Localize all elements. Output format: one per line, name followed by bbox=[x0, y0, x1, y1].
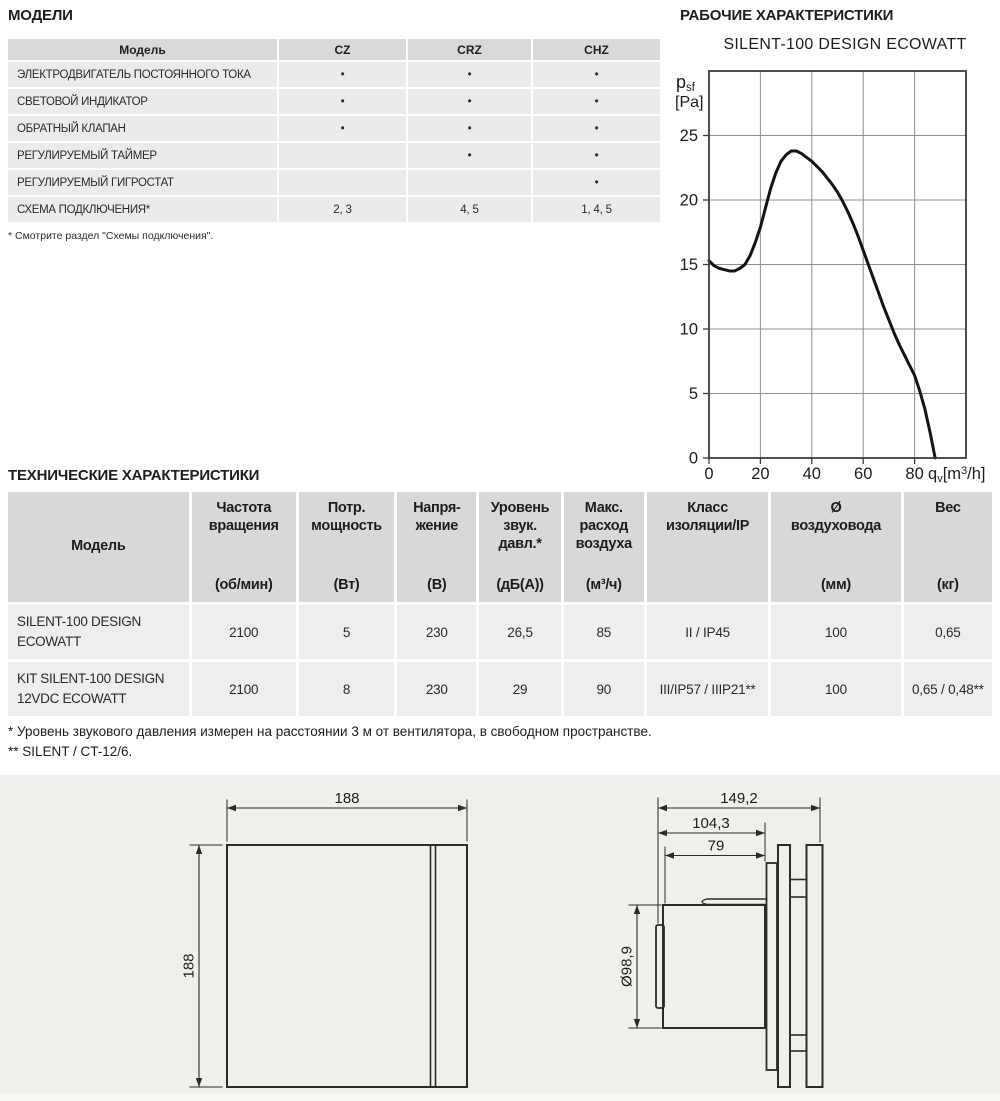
feature-value-cell: • bbox=[533, 143, 660, 168]
x-tick-label: 20 bbox=[751, 465, 770, 483]
power-cable bbox=[702, 899, 765, 905]
header-wrap bbox=[904, 492, 992, 602]
performance-section-title: РАБОЧИЕ ХАРАКТЕРИСТИКИ bbox=[680, 7, 894, 24]
spec-value-cell: 0,65 / 0,48** bbox=[904, 662, 992, 716]
feature-value-cell bbox=[408, 170, 531, 195]
header-line: жение bbox=[415, 518, 458, 535]
table-row bbox=[8, 143, 660, 168]
arrowhead bbox=[634, 905, 640, 914]
header-lines bbox=[791, 499, 881, 535]
side-mid-dimension: 104,3 bbox=[692, 815, 730, 832]
tech-footnote-1: * Уровень звукового давления измерен на расстоянии 3 м от вентилятора, в свободном пространстве. bbox=[8, 724, 652, 739]
spec-value-cell: 90 bbox=[564, 662, 644, 716]
arrowhead bbox=[458, 805, 467, 811]
feature-value-cell: • bbox=[279, 116, 406, 141]
y-axis-label: psf bbox=[676, 72, 695, 94]
header-lines bbox=[935, 499, 961, 517]
tech-column-header bbox=[904, 492, 992, 602]
performance-curve bbox=[709, 151, 935, 458]
header-lines bbox=[71, 537, 125, 555]
tech-column-header bbox=[771, 492, 900, 602]
header-line: воздуховода bbox=[790, 518, 882, 535]
x-tick-label: 80 bbox=[905, 465, 924, 483]
models-col-model: Модель bbox=[8, 39, 277, 60]
table-row bbox=[8, 197, 660, 222]
spec-value-cell: 0,65 bbox=[904, 605, 992, 659]
arrowhead bbox=[227, 805, 236, 811]
feature-value-cell: • bbox=[533, 89, 660, 114]
tech-column-header bbox=[564, 492, 644, 602]
spec-value-cell: 26,5 bbox=[479, 605, 560, 659]
header-line: Частота bbox=[216, 500, 272, 516]
header-line: давл.* bbox=[498, 536, 542, 553]
inner-front-plate bbox=[778, 845, 790, 1087]
tech-footnote-2: ** SILENT / CT-12/6. bbox=[8, 744, 133, 759]
spec-value-cell: 2100 bbox=[192, 605, 296, 659]
header-line: Модель bbox=[71, 538, 126, 555]
spec-value-cell: 29 bbox=[479, 662, 560, 716]
feature-value-cell: • bbox=[279, 62, 406, 87]
y-tick-label: 10 bbox=[679, 320, 698, 339]
header-wrap bbox=[299, 492, 394, 602]
side-depth-dimension: 149,2 bbox=[720, 790, 758, 807]
header-wrap bbox=[771, 492, 900, 602]
spec-value-cell: 5 bbox=[299, 605, 394, 659]
header-wrap bbox=[647, 492, 768, 602]
feature-label: РЕГУЛИРУЕМЫЙ ГИГРОСТАТ bbox=[8, 170, 277, 195]
tech-table-body bbox=[8, 605, 992, 716]
header-lines bbox=[666, 499, 749, 535]
spec-value-cell: 230 bbox=[397, 662, 476, 716]
spec-value-cell: 100 bbox=[771, 662, 900, 716]
mounting-plate bbox=[767, 863, 778, 1070]
performance-chart bbox=[660, 60, 1000, 490]
tech-column-header bbox=[299, 492, 394, 602]
feature-value-cell bbox=[279, 143, 406, 168]
tech-table-header-row bbox=[8, 492, 992, 602]
spec-value-cell: 2100 bbox=[192, 662, 296, 716]
feature-value-cell: • bbox=[408, 116, 531, 141]
models-section-title: МОДЕЛИ bbox=[8, 7, 73, 24]
models-header-row bbox=[8, 39, 660, 60]
feature-value-cell: • bbox=[408, 62, 531, 87]
header-wrap bbox=[397, 492, 476, 602]
header-line: изоляции/IP bbox=[666, 518, 750, 535]
y-tick-label: 5 bbox=[688, 385, 698, 403]
feature-value-cell: • bbox=[533, 116, 660, 141]
tech-column-header bbox=[192, 492, 296, 602]
y-tick-label: 25 bbox=[679, 127, 698, 145]
table-row bbox=[8, 116, 660, 141]
plate-spacer-bottom bbox=[790, 1035, 807, 1051]
table-row bbox=[8, 89, 660, 114]
feature-value-cell: • bbox=[408, 143, 531, 168]
arrowhead bbox=[665, 852, 674, 858]
table-row bbox=[8, 62, 660, 87]
feature-value-cell: • bbox=[279, 89, 406, 114]
header-unit: (кг) bbox=[936, 576, 959, 593]
header-line: звук. bbox=[503, 518, 537, 535]
header-lines bbox=[491, 499, 550, 553]
header-unit: (м³/ч) bbox=[585, 576, 622, 593]
y-tick-label: 0 bbox=[688, 449, 698, 468]
x-tick-label: 40 bbox=[802, 465, 821, 483]
feature-value-cell: 1, 4, 5 bbox=[533, 197, 660, 222]
y-axis-unit: [Pa] bbox=[675, 94, 704, 111]
arrowhead bbox=[756, 852, 765, 858]
header-line: вращения bbox=[208, 518, 279, 535]
header-line: Ø bbox=[830, 500, 842, 516]
tech-column-header bbox=[397, 492, 476, 602]
header-line: расход bbox=[579, 518, 629, 535]
header-line: воздуха bbox=[575, 536, 632, 553]
arrowhead bbox=[196, 1078, 202, 1087]
spec-value-cell: 85 bbox=[564, 605, 644, 659]
header-line: Уровень bbox=[490, 500, 550, 516]
header-line: Потр. bbox=[327, 500, 366, 516]
tech-section-title: ТЕХНИЧЕСКИЕ ХАРАКТЕРИСТИКИ bbox=[8, 467, 260, 484]
feature-value-cell: 2, 3 bbox=[279, 197, 406, 222]
header-wrap bbox=[192, 492, 296, 602]
duct-diameter-dimension: Ø98,9 bbox=[618, 946, 636, 987]
chart-title: SILENT-100 DESIGN ECOWATT bbox=[723, 36, 967, 53]
header-unit: (Вт) bbox=[333, 576, 360, 593]
models-table bbox=[6, 37, 662, 224]
header-line: Вес bbox=[935, 500, 961, 516]
header-lines bbox=[209, 499, 279, 535]
front-width-dimension: 188 bbox=[334, 790, 360, 807]
feature-value-cell bbox=[279, 170, 406, 195]
feature-label: ЭЛЕКТРОДВИГАТЕЛЬ ПОСТОЯННОГО ТОКА bbox=[8, 62, 277, 87]
arrowhead bbox=[658, 805, 667, 811]
feature-label: СВЕТОВОЙ ИНДИКАТОР bbox=[8, 89, 277, 114]
plate-spacer-top bbox=[790, 880, 807, 898]
table-row bbox=[8, 605, 992, 659]
header-lines bbox=[311, 499, 382, 535]
side-view-drawing bbox=[619, 790, 823, 1087]
arrowhead bbox=[196, 845, 202, 854]
header-unit: (мм) bbox=[821, 576, 851, 593]
table-row bbox=[8, 662, 992, 716]
models-col-chz: CHZ bbox=[533, 39, 660, 60]
feature-value-cell: 4, 5 bbox=[408, 197, 531, 222]
x-tick-label: 0 bbox=[704, 465, 714, 483]
arrowhead bbox=[634, 1019, 640, 1028]
header-wrap bbox=[564, 492, 644, 602]
header-line: Напря- bbox=[413, 500, 461, 516]
models-table-body bbox=[8, 62, 660, 222]
x-axis-label: $qv[m^3/h]$ bbox=[928, 465, 986, 485]
header-line: Макс. bbox=[584, 500, 623, 516]
arrowhead bbox=[658, 830, 667, 836]
models-col-cz: CZ bbox=[279, 39, 406, 60]
tech-column-header bbox=[647, 492, 768, 602]
model-name-cell: KIT SILENT-100 DESIGN 12VDC ECOWATT bbox=[8, 662, 189, 716]
dimension-drawings bbox=[0, 775, 1000, 1101]
tech-column-header bbox=[8, 492, 189, 602]
feature-label: ОБРАТНЫЙ КЛАПАН bbox=[8, 116, 277, 141]
header-wrap bbox=[8, 492, 189, 602]
spec-value-cell: 8 bbox=[299, 662, 394, 716]
models-footnote: * Смотрите раздел "Схемы подключения". bbox=[8, 230, 214, 242]
feature-label: СХЕМА ПОДКЛЮЧЕНИЯ* bbox=[8, 197, 277, 222]
feature-value-cell: • bbox=[408, 89, 531, 114]
spec-value-cell: 230 bbox=[397, 605, 476, 659]
models-col-crz: CRZ bbox=[408, 39, 531, 60]
duct-body bbox=[663, 905, 765, 1028]
feature-label: РЕГУЛИРУЕМЫЙ ТАЙМЕР bbox=[8, 143, 277, 168]
spec-value-cell: 100 bbox=[771, 605, 900, 659]
outer-front-plate bbox=[807, 845, 823, 1087]
feature-value-cell: • bbox=[533, 170, 660, 195]
feature-value-cell: • bbox=[533, 62, 660, 87]
y-tick-label: 20 bbox=[679, 191, 698, 210]
header-unit: (об/мин) bbox=[214, 576, 273, 593]
header-lines bbox=[413, 499, 460, 535]
header-line: Класс bbox=[687, 500, 728, 516]
header-unit: (дБ(А)) bbox=[496, 576, 544, 593]
spec-value-cell: III/IP57 / IIIP21** bbox=[647, 662, 768, 716]
model-name-cell: SILENT-100 DESIGN ECOWATT bbox=[8, 605, 189, 659]
tech-footnotes bbox=[8, 722, 652, 762]
header-unit: (В) bbox=[427, 576, 447, 593]
tech-column-header bbox=[479, 492, 560, 602]
duct-length-dimension: 79 bbox=[707, 837, 725, 855]
front-height-dimension: 188 bbox=[180, 953, 198, 979]
y-tick-label: 15 bbox=[679, 256, 698, 274]
header-lines bbox=[576, 499, 632, 553]
spec-value-cell: II / IP45 bbox=[647, 605, 768, 659]
tech-table bbox=[5, 489, 995, 719]
header-wrap bbox=[479, 492, 560, 602]
table-row bbox=[8, 170, 660, 195]
arrowhead bbox=[811, 805, 820, 811]
header-line: мощность bbox=[311, 518, 382, 535]
x-tick-label: 60 bbox=[854, 465, 873, 483]
front-view-drawing bbox=[181, 790, 468, 1087]
arrowhead bbox=[756, 830, 765, 836]
